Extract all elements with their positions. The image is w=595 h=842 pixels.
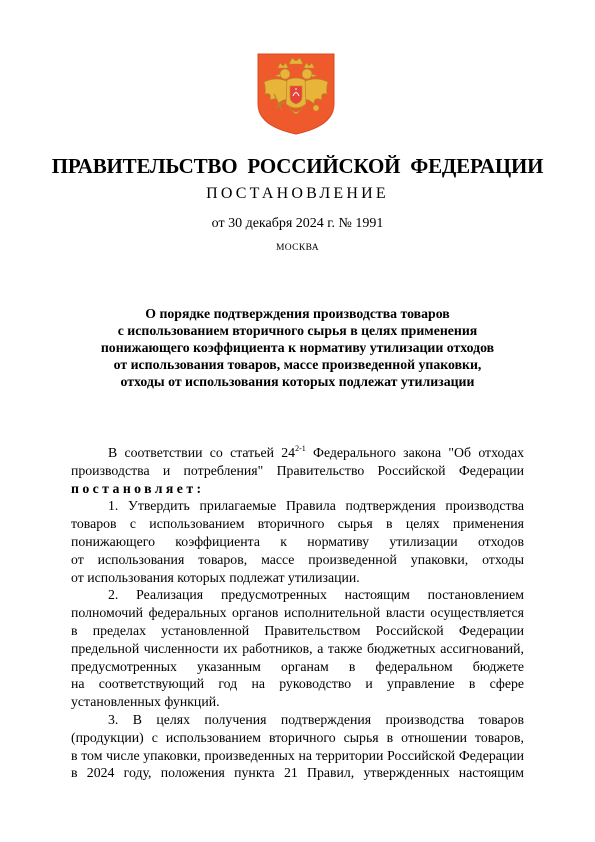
body-line: на соответствующий год на руководство и управление в сфере bbox=[71, 676, 524, 692]
russian-coat-of-arms-icon bbox=[256, 52, 336, 136]
heading-line: понижающего коэффициента к нормативу утилизации отходов bbox=[100, 340, 495, 355]
government-title: ПРАВИТЕЛЬСТВО РОССИЙСКОЙ ФЕДЕРАЦИИ bbox=[51, 154, 544, 178]
body-line: (продукции) с использованием вторичного сырья в отношении товаров, bbox=[71, 729, 524, 745]
body-line: предусмотренных указанным органам в федеральном бюджете bbox=[71, 658, 524, 674]
paragraph-3 bbox=[71, 711, 524, 782]
body-line: 2. Реализация предусмотренных настоящим постановлением bbox=[108, 587, 524, 603]
body-line: производства и потребления" Правительство Российской Федерации bbox=[71, 462, 524, 478]
body-line: полномочий федеральных органов исполнительной власти осуществляется bbox=[71, 605, 524, 621]
body-line: товаров с использованием вторичного сырья в целях применения bbox=[71, 516, 524, 532]
document-type: ПОСТАНОВЛЕНИЕ bbox=[206, 185, 389, 202]
heading-line: отходы от использования которых подлежат утилизации bbox=[120, 374, 475, 389]
body-line: 3. В целях получения подтверждения производства товаров bbox=[108, 711, 524, 727]
document-body bbox=[71, 444, 524, 782]
paragraph-1 bbox=[71, 497, 524, 586]
body-line: В соответствии со статьей 24$^{2-1}$ Федерального закона "Об отходах bbox=[108, 444, 524, 460]
body-line: установленных функций. bbox=[71, 694, 220, 710]
resolution-word: постановляет: bbox=[71, 480, 205, 496]
heading-line: от использования товаров, массе произведенной упаковки, bbox=[113, 357, 482, 372]
body-line: предельной численности их работников, а также бюджетных ассигнований, bbox=[71, 640, 524, 656]
body-line: понижающего коэффициента к нормативу утилизации отходов bbox=[71, 533, 524, 549]
body-line: от использования которых подлежат утилизации. bbox=[71, 569, 360, 585]
body-line: 1. Утвердить прилагаемые Правила подтверждения производства bbox=[108, 498, 524, 514]
document-heading bbox=[90, 305, 505, 390]
heading-line: с использованием вторичного сырья в целях применения bbox=[117, 323, 478, 338]
body-line: в 2024 году, положения пункта 21 Правил, утвержденных настоящим bbox=[71, 765, 524, 781]
article-superscript: 2-1 bbox=[295, 444, 306, 453]
document-city: МОСКВА bbox=[275, 243, 320, 253]
body-line: от использования товаров, массе произведенной упаковки, отходы bbox=[71, 551, 524, 567]
paragraph-2 bbox=[71, 586, 524, 711]
heading-line: О порядке подтверждения производства товаров bbox=[145, 306, 450, 321]
document-date-number: от 30 декабря 2024 г. № 1991 bbox=[211, 216, 384, 231]
preamble-paragraph bbox=[71, 444, 524, 497]
body-line: в том числе упаковки, произведенных на территории Российской Федерации bbox=[71, 747, 524, 763]
body-line: в пределах установленной Правительством Российской Федерации bbox=[71, 622, 524, 638]
